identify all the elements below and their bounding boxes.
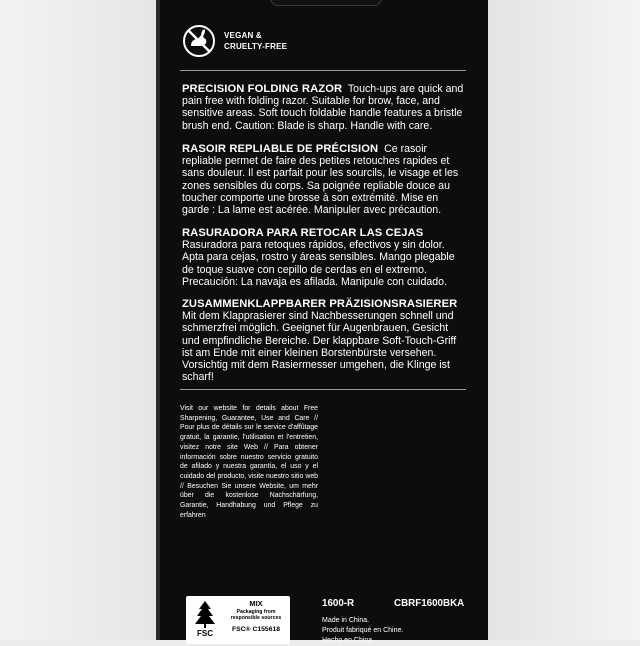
background-left: [0, 0, 155, 640]
no-animal-testing-rabbit-icon: [182, 24, 216, 58]
text-french: Ce rasoir repliable permet de faire des petites retouches rapides et sans douleur. Il est parfait pour les sourcils, le visage et les zones sensibles du corps. Sa poignée repliable douce au toucher comporte une brosse à son extrémité. Mise en garde : La lame est acérée. Manipuler avec précaution.: [182, 143, 459, 217]
origin-english: Made in China.: [322, 617, 370, 624]
vegan-label: [224, 30, 287, 52]
section-german: [182, 298, 466, 383]
model-code-short: 1600-R: [322, 598, 355, 609]
text-german: Mit dem Klapprasierer sind Nachbesserungen schnell und schmerzfrei möglich. Geeignet für Augenbrauen, Gesicht und empfindliche Bereiche. Der klappbare Soft-Touch-Griff ist am Ende mit einer kleinen Borstenbürste versehen. Vorsichtig mit dem Rasiermesser umgehen, die Klinge ist scharf!: [182, 310, 457, 384]
fsc-license-code: FSC® C155618: [231, 626, 281, 633]
section-spanish: [182, 227, 466, 288]
divider-bottom: [180, 389, 466, 390]
fsc-mix-label: MIX: [249, 599, 263, 608]
section-french: [182, 143, 466, 216]
heading-english: PRECISION FOLDING RAZOR: [182, 83, 343, 95]
website-info-text: Visit our website for details about Free Sharpening, Guarantee, Use and Care // Pour plus de détails sur le service d'affûtage gratuit, la garantie, l'utilisation et l'entretien, visitez notre site Web // Para obtener información sobre nuestro servicio gratuito de afilado y nuestra garantía, el uso y el cuidado del producto, visite nuestro sitio web // Besuchen Sie unsere Website, um mehr über die kostenlose Nachschärfung, Garantie, Handhabung und Pflege zu erfahren: [180, 405, 318, 519]
model-code-full: CBRF1600BKA: [394, 598, 465, 609]
heading-german: ZUSAMMENKLAPPBARER PRÄZISIONSRASIERER: [182, 298, 458, 310]
fsc-source-text: Packaging from responsible sources: [230, 609, 282, 621]
package-back-card: [160, 0, 488, 644]
origin-spanish: Hecho en China.: [322, 637, 375, 644]
text-english: Touch-ups are quick and pain free with folding razor. Suitable for brow, face, and sensitive areas. Soft touch foldable handle features a bristle brush end. Caution: Blade is sharp. Handle with care.: [182, 83, 464, 132]
origin-text: [322, 616, 403, 646]
fsc-tree-logo-icon: [191, 599, 219, 637]
vegan-label-line2: CRUELTY-FREE: [224, 42, 288, 51]
heading-french: RASOIR REPLIABLE DE PRÉCISION: [182, 143, 379, 155]
heading-spanish: RASURADORA PARA RETOCAR LAS CEJAS: [182, 227, 424, 239]
text-spanish: Rasuradora para retoques rápidos, efectivos y sin dolor. Apta para cejas, rostro y áreas sensibles. Mango plegable de toque suave con cepillo de cerdas en el extremo. Precaución: La navaja es afilada. Manipule con cuidado.: [182, 239, 455, 288]
vegan-label-line1: VEGAN &: [224, 31, 262, 40]
origin-french: Produit fabriqué en Chine.: [322, 627, 404, 634]
hang-tab: [270, 0, 382, 6]
divider-top: [180, 70, 466, 71]
fsc-logo-text: FSC: [197, 629, 213, 637]
background-right: [488, 0, 640, 640]
fsc-label: [186, 596, 290, 644]
vegan-badge: [182, 24, 287, 58]
section-english: [182, 83, 466, 132]
